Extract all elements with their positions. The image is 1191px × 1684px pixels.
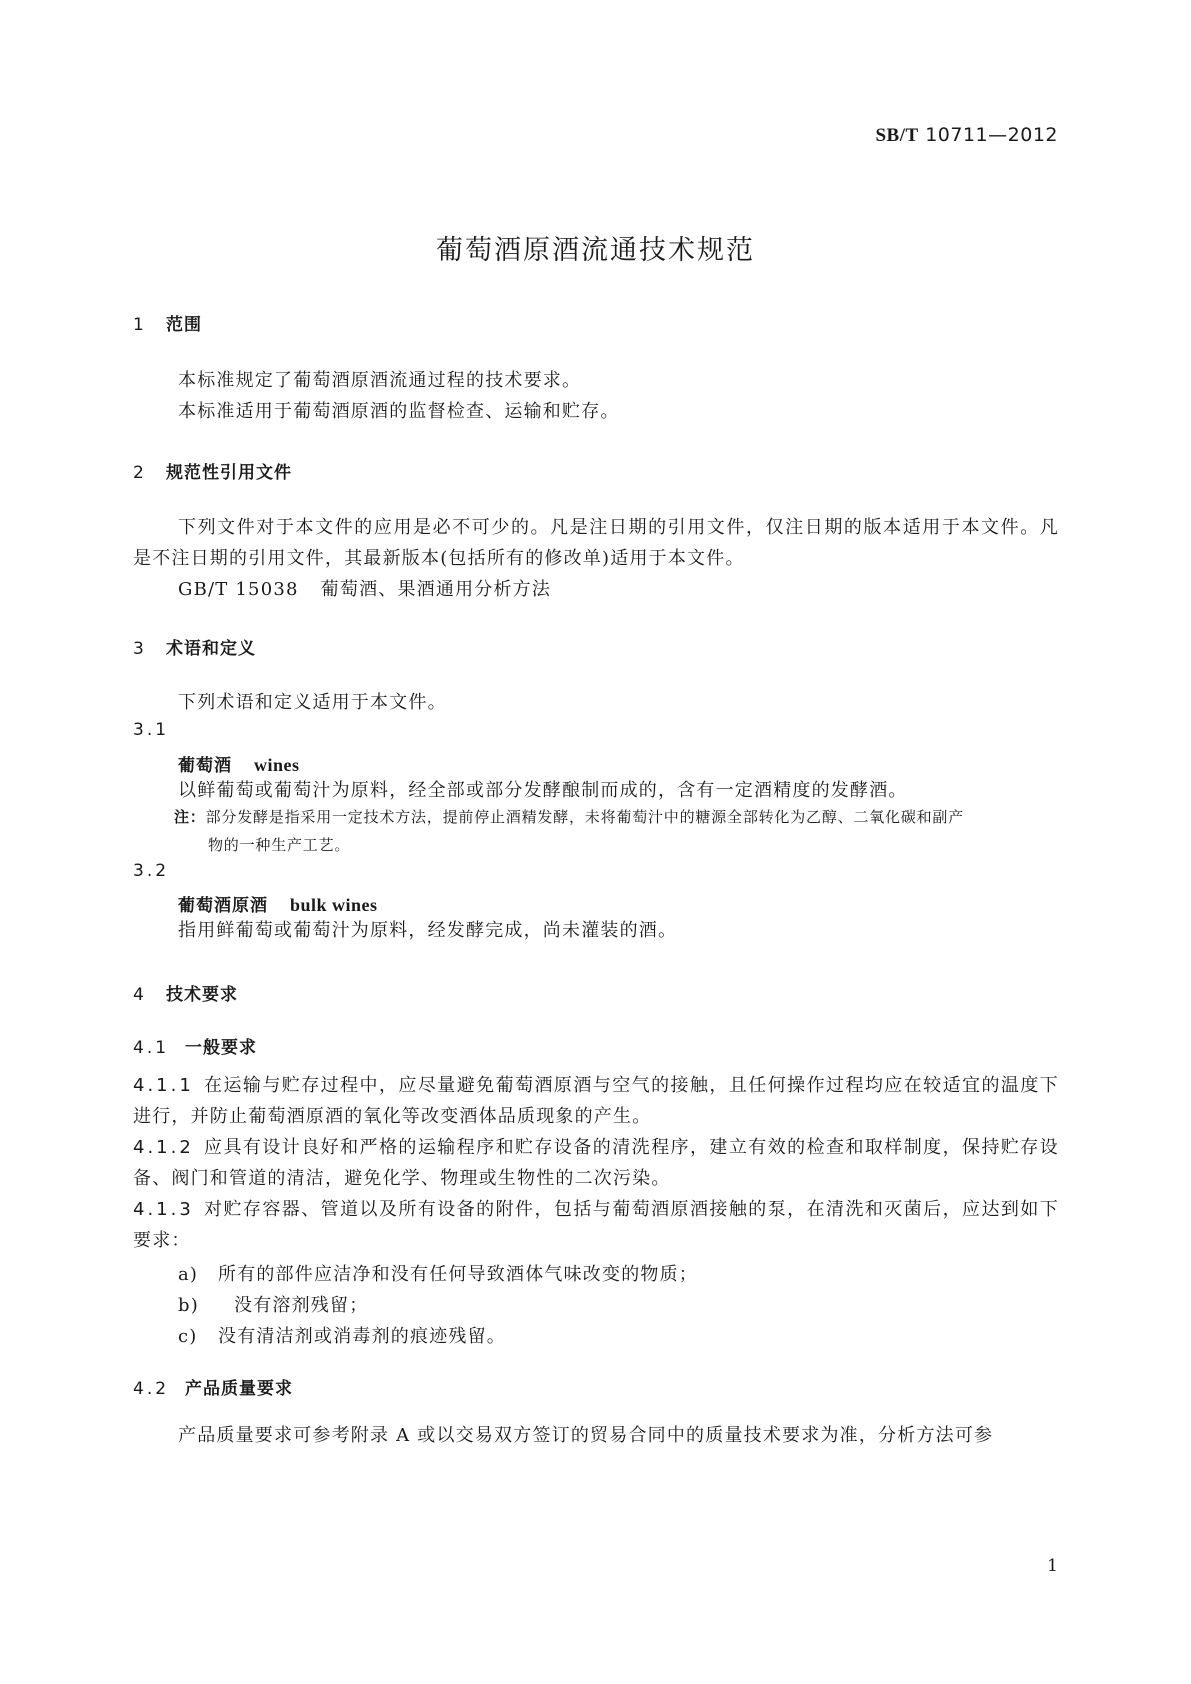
term-3-2: [178, 891, 378, 916]
page-number: 1: [1047, 1556, 1058, 1576]
section-4-heading: 4 技术要求: [133, 985, 238, 1005]
term-3-1-cn: 葡萄酒: [178, 756, 232, 776]
section-3-heading: 3 术语和定义: [133, 639, 256, 659]
standard-number: [875, 124, 1058, 147]
section-4-2-heading: 4.2 产品质量要求: [133, 1379, 293, 1399]
term-3-1: [178, 751, 300, 776]
term-3-2-cn: 葡萄酒原酒: [178, 896, 268, 916]
reference-title: 葡萄酒、果酒通用分析方法: [320, 579, 552, 600]
section-2-heading: 2 规范性引用文件: [133, 463, 292, 483]
document-title: 葡萄酒原酒流通技术规范: [436, 235, 755, 266]
term-3-1-en: wines: [254, 755, 300, 775]
term-3-2-definition: 指用鲜葡萄或葡萄汁为原料，经发酵完成，尚未灌装的酒。: [178, 920, 678, 941]
reference-code: GB/T 15038: [178, 579, 299, 600]
section-1-heading: 1 范围: [133, 315, 202, 335]
term-3-1-number: 3.1: [133, 720, 170, 740]
section-2-para: 下列文件对于本文件的应用是必不可少的。凡是注日期的引用文件，仅注日期的版本适用于本文件。凡是不注日期的引用文件，其最新版本(包括所有的修改单)适用于本文件。: [133, 517, 1059, 569]
standard-code: 10711—2012: [925, 124, 1058, 146]
section-1-para-1: 本标准规定了葡萄酒原酒流通过程的技术要求。: [178, 370, 582, 391]
standard-prefix: SB/T: [875, 125, 919, 146]
section-4-2-para: 产品质量要求可参考附录 A 或以交易双方签订的贸易合同中的质量技术要求为准，分析方法可参: [178, 1425, 994, 1446]
normative-reference: [133, 574, 1059, 605]
term-3-2-en: bulk wines: [290, 895, 378, 915]
term-3-1-note: 注：部分发酵是指采用一定技术方法，提前停止酒精发酵，未将葡萄汁中的糖源全部转化为乙醇、二氧化碳和副产 物的一种生产工艺。: [174, 808, 965, 854]
clause-4-1-1: 4.1.1 在运输与贮存过程中，应尽量避免葡萄酒原酒与空气的接触，且任何操作过程均应在较适宜的温度下进行，并防止葡萄酒原酒的氧化等改变酒体品质现象的产生。: [133, 1075, 1059, 1127]
list-item-b: b) 没有溶剂残留；: [178, 1295, 369, 1316]
section-1-para-2: 本标准适用于葡萄酒原酒的监督检查、运输和贮存。: [178, 401, 620, 422]
term-3-2-number: 3.2: [133, 861, 170, 881]
list-item-a: a) 所有的部件应洁净和没有任何导致酒体气味改变的物质；: [178, 1264, 698, 1285]
section-4-1-heading: 4.1 一般要求: [133, 1038, 257, 1058]
term-3-1-definition: 以鲜葡萄或葡萄汁为原料，经全部或部分发酵酿制而成的，含有一定酒精度的发酵酒。: [178, 780, 908, 801]
clause-4-1-2: 4.1.2 应具有设计良好和严格的运输程序和贮存设备的清洗程序，建立有效的检查和取样制度，保持贮存设备、阀门和管道的清洁，避免化学、物理或生物性的二次污染。: [133, 1137, 1059, 1189]
section-3-para: 下列术语和定义适用于本文件。: [178, 692, 447, 713]
note-label: 注：: [174, 808, 206, 826]
clause-4-1-3: 4.1.3 对贮存容器、管道以及所有设备的附件，包括与葡萄酒原酒接触的泵，在清洗和灭菌后，应达到如下要求：: [133, 1199, 1059, 1251]
list-item-c: c) 没有清洁剂或消毒剂的痕迹残留。: [178, 1326, 506, 1347]
